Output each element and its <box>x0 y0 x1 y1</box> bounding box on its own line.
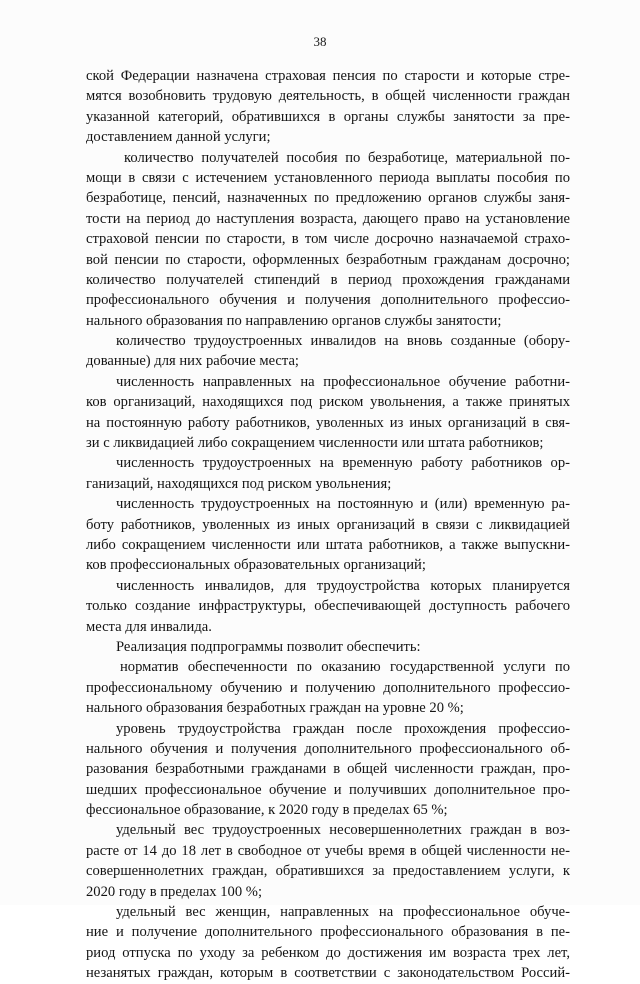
text-line: нального обучения и получения дополнительного профессионального об- <box>86 740 570 757</box>
text-line: на постоянную работу работников, уволенных из иных организаций в свя- <box>86 414 570 431</box>
text-line: риод отпуска по уходу за ребенком до достижения им возраста трех лет, <box>86 944 570 961</box>
text-line: расте от 14 до 18 лет в свободное от учебы время в общей численности не- <box>86 842 570 859</box>
text-line: нального образования безработных граждан на уровне 20 %; <box>86 700 464 717</box>
text-line: совершеннолетних граждан, обратившихся за предоставлением услуги, к <box>86 863 570 880</box>
text-line: удельный вес трудоустроенных несовершеннолетних граждан в воз- <box>116 822 570 839</box>
text-line: указанной категорий, обратившихся в органы службы занятости за пре- <box>86 108 570 125</box>
text-line: профессионального обучения и получения дополнительного профессио- <box>86 292 570 309</box>
text-line: профессиональному обучению и получению дополнительного профессио- <box>86 679 570 696</box>
text-line: тости на период до наступления возраста, дающего право на установление <box>86 210 570 227</box>
text-line: фессиональное образование, к 2020 году в пределах 65 %; <box>86 802 448 819</box>
text-line: ков организаций, находящихся под риском увольнения, а также принятых <box>86 394 570 411</box>
text-line: численность направленных на профессиональное обучение работни- <box>116 373 570 390</box>
text-line: страховой пенсии по старости, в том числе досрочно назначаемой страхо- <box>86 231 570 248</box>
text-line: разования безработными гражданами в общей численности граждан, про- <box>86 761 570 778</box>
text-line: 2020 году в пределах 100 %; <box>86 883 262 900</box>
text-line: ской Федерации назначена страховая пенсия по старости и которые стре- <box>86 68 570 84</box>
text-line: либо сокращением численности или штата работников, а также выпускни- <box>86 536 570 553</box>
text-line: дованные) для них рабочие места; <box>86 353 299 370</box>
text-line: зи с ликвидацией либо сокращением численности или штата работников; <box>86 435 544 452</box>
text-line: уровень трудоустройства граждан после прохождения профессио- <box>116 720 570 737</box>
text-line: количество получателей пособия по безработице, материальной по- <box>124 149 570 166</box>
text-line: численность инвалидов, для трудоустройства которых планируется <box>116 577 570 594</box>
text-line: количество трудоустроенных инвалидов на вновь созданные (обору- <box>116 333 570 350</box>
text-line: численность трудоустроенных на постоянную и (или) временную ра- <box>116 496 570 513</box>
text-line: безработице, пенсий, назначенных по предложению органов службы заня- <box>86 190 570 207</box>
text-line: удельный вес женщин, направленных на профессиональное обуче- <box>116 904 570 921</box>
text-line: мятся возобновить трудовую деятельность, в общей численности граждан <box>86 88 570 105</box>
body-text <box>86 66 570 984</box>
text-line: незанятых граждан, которым в соответствии с законодательством Россий- <box>86 965 570 982</box>
page-number: 38 <box>313 34 327 49</box>
text-line: места для инвалида. <box>86 618 212 635</box>
text-line: ков профессиональных образовательных организаций; <box>86 557 426 574</box>
text-line: мощи в связи с истечением установленного периода выплаты пособия по <box>86 169 570 186</box>
text-line: численность трудоустроенных на временную работу работников ор- <box>116 455 570 472</box>
text-line: Реализация подпрограммы позволит обеспечить: <box>116 638 421 655</box>
text-line: только создание инфраструктуры, обеспечивающей доступность рабочего <box>86 598 570 615</box>
text-line: боту работников, уволенных из иных организаций в связи с ликвидацией <box>86 516 570 533</box>
text-line: доставлением данной услуги; <box>86 129 271 146</box>
text-line: норматив обеспеченности по оказанию государственной услуги по <box>120 659 570 676</box>
text-line: ганизаций, находящихся под риском увольнения; <box>86 475 392 492</box>
text-line: ние и получение дополнительного профессионального образования в пе- <box>86 924 570 941</box>
text-line: нального образования по направлению органов службы занятости; <box>86 312 502 329</box>
text-line: количество получателей стипендий в период прохождения гражданами <box>86 271 570 288</box>
text-line: вой пенсии по старости, оформленных безработным гражданам досрочно; <box>86 251 570 268</box>
text-line: шедших профессиональное обучение и получивших дополнительное про- <box>86 781 570 798</box>
